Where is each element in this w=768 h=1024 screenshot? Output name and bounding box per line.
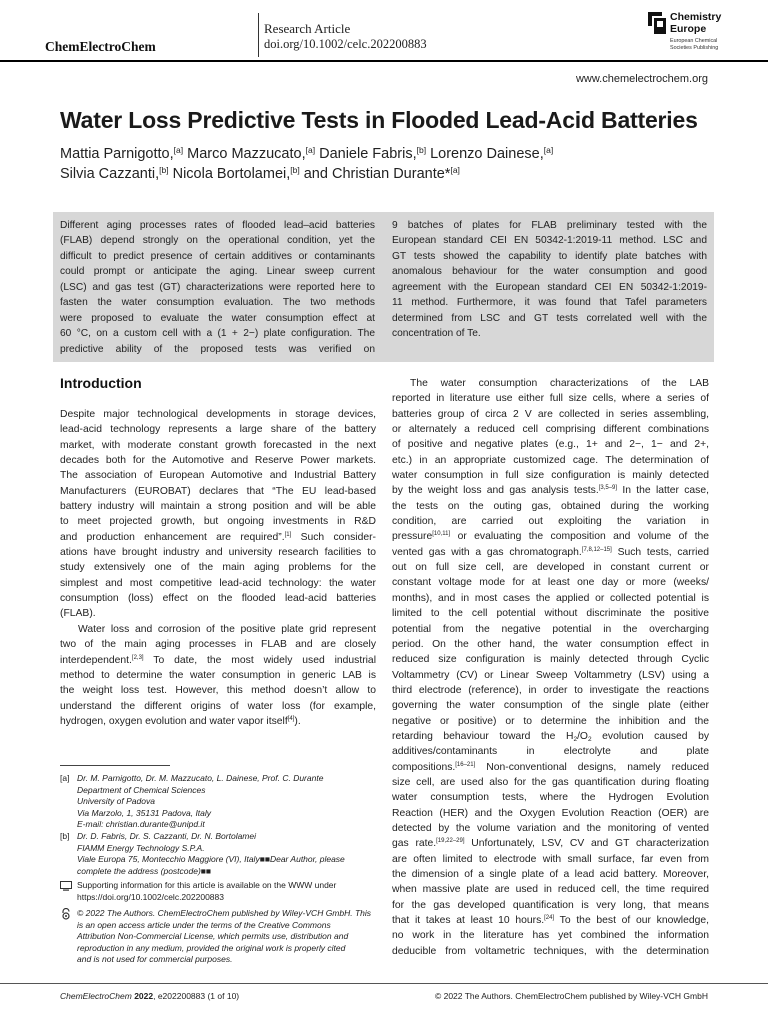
body-text: and production enhancement are required”. xyxy=(60,531,285,543)
body-line: limited to the cell potential without discriminate the positive xyxy=(392,608,709,620)
abstract-line: (LSC) and gas test (GT) characterizations were reported here to xyxy=(60,281,375,293)
body-line: water consumption in full size configuration is mainly detected xyxy=(392,470,709,482)
body-text: retarding behaviour toward the H xyxy=(392,730,574,742)
affiliation-line: Department of Chemical Sciences xyxy=(77,784,206,795)
body-line: for the gas developed quantification is very long, that means xyxy=(392,899,709,911)
footer-journal: ChemElectroChem xyxy=(60,991,132,1001)
footer-copyright: © 2022 The Authors. ChemElectroChem published by Wiley-VCH GmbH xyxy=(434,991,708,1001)
abstract-right-column xyxy=(392,218,707,342)
body-line: reported in literature use either full size cells, where a series of xyxy=(392,393,709,405)
abstract-line: fasten the water consumption evaluation. The two methods xyxy=(60,297,375,309)
body-text: gas rate. xyxy=(392,838,437,850)
body-line: market, with moderate constant growth forecasted in the next xyxy=(60,439,376,451)
body-line: governing the water consumption of the single plate (either xyxy=(392,700,709,712)
license-line: © 2022 The Authors. ChemElectroChem published by Wiley-VCH GmbH. This xyxy=(77,908,372,918)
publisher-logo[interactable] xyxy=(648,11,758,55)
article-title: Water Loss Predictive Tests in Flooded Lead-Acid Batteries xyxy=(60,107,698,133)
body-line xyxy=(392,529,709,544)
affiliation-line: University of Padova xyxy=(77,796,155,807)
author-line-1 xyxy=(60,144,720,164)
citation-ref[interactable]: [10,11] xyxy=(432,531,451,538)
intro-left-column xyxy=(60,407,376,729)
affiliation-label: [b] xyxy=(60,831,70,841)
journal-website-link[interactable]: www.chemelectrochem.org xyxy=(575,73,708,85)
doi-link[interactable]: doi.org/10.1002/celc.202200883 xyxy=(264,37,427,51)
body-text: evolution caused by xyxy=(591,730,709,742)
body-line: Reaction (HER) and the Oxygen Evolution Reaction (OER) are xyxy=(392,807,709,819)
abstract-line: were proposed to evaluate the water consumption effect at xyxy=(60,312,375,324)
corresponding-email[interactable]: E-mail: christian.durante@unipd.it xyxy=(77,819,205,830)
author-line-2 xyxy=(60,164,720,184)
body-text: To the best of our knowledge, xyxy=(554,915,709,927)
publisher-subtitle xyxy=(670,38,760,51)
body-line xyxy=(60,714,376,729)
citation-ref[interactable]: [24] xyxy=(544,915,555,922)
body-line: the tests on the outing gas, obtained during the working xyxy=(392,500,709,512)
affiliation-line: Dr. M. Parnigotto, Dr. M. Mazzucato, L. Dainese, Prof. C. Durante xyxy=(77,773,324,783)
body-line: out on full size cell, are developed in constant current or xyxy=(392,562,709,574)
author-name[interactable]: Silvia Cazzanti, xyxy=(60,166,160,182)
affiliation-line: complete the address (postcode)■■ xyxy=(77,865,212,876)
computer-icon xyxy=(60,881,72,895)
author-name[interactable]: Nicola Bortolamei, xyxy=(168,166,291,182)
body-text: interdependent. xyxy=(60,654,132,666)
publisher-sub1: European Chemical xyxy=(670,38,718,44)
footer-article-number: , e202200883 (1 of 10) xyxy=(153,991,240,1001)
license-line: and is not used for commercial purposes. xyxy=(77,954,233,965)
body-line xyxy=(392,483,709,498)
abstract-line: 9 batches of plates for FLAB preliminary tested with the xyxy=(392,220,707,231)
body-line: lead-acid technology represents a large share of the battery xyxy=(60,424,376,436)
body-line: additives/contaminants in electrolyte and plate xyxy=(392,746,709,758)
citation-ref[interactable]: [1] xyxy=(284,531,292,538)
body-text: compositions. xyxy=(392,761,456,773)
body-line: understand the different origins of water loss (for example, xyxy=(60,700,376,712)
affiliation-line: Via Marzolo, 1, 35131 Padova, Italy xyxy=(77,807,212,818)
abstract-box xyxy=(53,212,714,362)
abstract-line: Different aging processes rates of flooded lead–acid batteries xyxy=(60,220,375,231)
body-line: deducible from voltametric techniques, with the determination xyxy=(392,945,709,957)
affiliation-label: [a] xyxy=(60,773,70,783)
publisher-name-line2: Europe xyxy=(670,23,707,35)
author-affil: [b] xyxy=(159,165,169,175)
license-line: is an open access article under the terms of the Creative Commons xyxy=(77,919,331,930)
body-line: The association of European Automotive and Industrial Battery xyxy=(60,470,376,482)
body-line: Water loss and corrosion of the positive plate grid represent xyxy=(78,623,376,635)
body-text: Unfortunately, LSV, CV and GT characterization xyxy=(464,838,709,850)
footer-citation xyxy=(60,991,239,1001)
footer-rule xyxy=(0,983,768,984)
author-name[interactable]: and Christian Durante* xyxy=(299,166,451,182)
body-line: months), and in most cases the applied or collected potential is xyxy=(392,592,709,604)
body-line: batteries group of circa 2 V are collected in series assembling, xyxy=(392,408,709,420)
author-name[interactable]: Marco Mazzucato, xyxy=(183,146,306,162)
body-line: the weight loss test. However, this method doesn’t allow to xyxy=(60,685,376,697)
body-line: constant voltage mode for at least one day or more (weeks/ xyxy=(392,577,709,589)
affiliation-line: Dr. D. Fabris, Dr. S. Cazzanti, Dr. N. Bortolamei xyxy=(77,831,257,841)
body-line: Despite major technological developments in storage devices, xyxy=(60,409,376,420)
citation-ref[interactable]: [4] xyxy=(287,715,295,722)
body-line: etc.) in an appropriate customized cage. The determination of xyxy=(392,454,709,466)
section-heading-introduction: Introduction xyxy=(60,375,142,391)
body-line xyxy=(392,913,709,928)
body-line: decades both for the Automotive and Reserve Power markets. xyxy=(60,455,376,467)
body-line xyxy=(392,729,709,744)
body-text: /O xyxy=(577,730,588,742)
body-line: period. On the other hand, the water consumption effect in xyxy=(392,638,709,650)
author-affil: [a] xyxy=(173,145,184,155)
author-affil: [b] xyxy=(290,165,300,175)
footer-year: 2022 xyxy=(134,991,154,1001)
body-text: or evaluating the composition and volume of the xyxy=(450,531,709,543)
body-line: third electrode (reference), in order to investigate the reactions xyxy=(392,684,709,696)
body-line xyxy=(392,760,709,775)
intro-right-column xyxy=(392,376,709,959)
body-text: Non-conventional designs, namely reduced xyxy=(475,761,709,773)
license-line: reproduction in any medium, provided the original work is properly cited xyxy=(77,942,346,953)
header-rule xyxy=(0,60,768,62)
open-access-icon xyxy=(60,908,72,924)
body-line: condition, are carried out exploiting the variation in xyxy=(392,516,709,528)
abstract-line: 60 °C, on a custom cell with a (1 + 2−) plate configuration. The xyxy=(60,328,375,340)
header-divider xyxy=(258,13,259,57)
body-line: method to determine the water consumption in generic LAB is xyxy=(60,669,376,681)
author-affil: [a] xyxy=(305,145,316,155)
citation-ref[interactable]: [16–21] xyxy=(455,761,476,768)
citation-ref[interactable]: [7,8,12–15] xyxy=(581,546,612,553)
author-affil: [a] xyxy=(450,165,460,175)
body-line xyxy=(60,653,376,668)
publisher-name-line1: Chemistry xyxy=(670,11,722,23)
article-type: Research Article xyxy=(264,21,351,36)
body-line: consumption (loss) effect on the flooded lead-acid batteries xyxy=(60,593,376,605)
chemistry-europe-logo-icon xyxy=(648,12,666,34)
supporting-info-link[interactable]: https://doi.org/10.1002/celc.202200883 xyxy=(77,891,224,902)
author-name[interactable]: Lorenzo Dainese, xyxy=(426,146,544,162)
body-text: ). xyxy=(294,715,301,727)
supporting-info-line: Supporting information for this article is available on the WWW under xyxy=(77,880,337,890)
author-name[interactable]: Mattia Parnigotto, xyxy=(60,146,174,162)
body-line: to meet projected growth, but ongoing investments in R&D xyxy=(60,516,376,528)
body-line: study extensively one of the main aging problems for the xyxy=(60,562,376,574)
license-line: Attribution Non-Commercial License, which permits use, distribution and xyxy=(77,931,349,942)
body-text: To date, the most widely used industrial xyxy=(143,654,376,666)
abstract-line: anomalous behaviour for the water consumption and good xyxy=(392,266,707,278)
body-line xyxy=(392,836,709,851)
body-line: water consumption tests, where the Hydrogen Evolution xyxy=(392,792,709,804)
subscript: 2 xyxy=(573,735,578,743)
body-text: that it takes at least 10 hours. xyxy=(392,915,545,927)
abstract-line: agreement with the European standard CEI EN 50342-1:2019- xyxy=(392,281,707,293)
body-line: two of the main aging processes in FLAB and are closely xyxy=(60,639,376,651)
abstract-line: predictive ability of the proposed tests was verified on xyxy=(60,343,375,355)
body-text: by the weight loss and gas analysis tests. xyxy=(392,485,599,497)
author-list xyxy=(60,144,720,184)
abstract-line: (FLAB) depend strongly on the operational condition, yet the xyxy=(60,235,375,247)
body-line: no work in the literature has yet combined the information xyxy=(392,930,709,942)
body-line: negative or positive) or to determine the inhibition and the xyxy=(392,715,709,727)
abstract-left-column xyxy=(60,218,375,357)
body-line xyxy=(60,530,376,545)
body-text: pressure xyxy=(392,531,433,543)
body-line: Voltammetry (CV) or Linear Sweep Voltammetry (LSV) using a xyxy=(392,669,709,681)
abstract-line: determined from LSC and GT tests correlated well with the xyxy=(392,312,707,324)
abstract-line: European standard CEI EN 50342-1:2019-11 method. LSC and xyxy=(392,235,707,247)
subscript: 2 xyxy=(587,735,592,743)
abstract-line: 11 method. Furthermore, it was found that Tafel parameters xyxy=(392,297,707,309)
body-line: when massive plate are used in reduced cell, the time required xyxy=(392,884,709,896)
body-text: In the latter case, xyxy=(617,485,709,497)
abstract-line: difficult to predict presence of certain additives or contaminants xyxy=(60,250,375,262)
footnote-rule xyxy=(60,765,170,766)
body-text: Such consider- xyxy=(291,531,376,543)
body-line: simplest and most competitive lead-acid technology: the water xyxy=(60,577,376,589)
author-affil: [b] xyxy=(416,145,427,155)
body-line: are often limited to electrode with small surface, far even from xyxy=(392,853,709,865)
body-line: battery industry will maintain a strong position and will be able xyxy=(60,501,376,513)
author-name[interactable]: Daniele Fabris, xyxy=(315,146,417,162)
body-text: hydrogen, oxygen evolution and water vapor itself xyxy=(60,715,288,727)
publisher-sub2: Societies Publishing xyxy=(670,44,719,51)
body-line: detected by the volume variation and the monitoring of vented xyxy=(392,822,709,834)
body-line: ations have brought industry and university research facilities to xyxy=(60,547,376,559)
body-line: (FLAB). xyxy=(60,608,96,620)
body-line: The water consumption characterizations of the LAB xyxy=(410,378,709,389)
abstract-line: concentration of Te. xyxy=(392,328,481,340)
body-line: reduced size configuration is mainly detected through Cyclic xyxy=(392,654,709,666)
body-text: Such tests, carried xyxy=(611,546,709,558)
body-line: or alternately a reduced cell comprising different combinations xyxy=(392,424,709,436)
citation-ref[interactable]: [3,5–9] xyxy=(598,485,618,492)
affiliation-line: FIAMM Energy Technology S.P.A. xyxy=(77,842,205,853)
body-text: vented gas with a gas chromatograph. xyxy=(392,546,582,558)
abstract-line: GT tests showed the capability to identify plate batches with xyxy=(392,250,707,262)
affiliation-line: Viale Europa 75, Montecchio Maggiore (VI), Italy■■Dear Author, please xyxy=(77,854,345,865)
body-line: the dimension of a single plate of a lead acid battery. Moreover, xyxy=(392,869,709,880)
body-line: potential from the negative potential in the overcharging xyxy=(392,623,709,635)
citation-ref[interactable]: [2,3] xyxy=(131,654,144,661)
body-line: of positive and negative plates (e.g., 1+ and 2−, 1− and 2+, xyxy=(392,439,709,451)
abstract-line: could prompt or anticipate the aging. Linear sweep current xyxy=(60,266,375,278)
body-line xyxy=(392,545,709,560)
author-affil: [a] xyxy=(543,145,554,155)
journal-name: ChemElectroChem xyxy=(45,39,156,54)
body-line: Manufacturers (EUROBAT) declares that “The EU lead-based xyxy=(60,485,376,497)
citation-ref[interactable]: [19,22–29] xyxy=(436,838,465,845)
body-line: size cell, are used also for the gas quantification during floating xyxy=(392,776,709,788)
